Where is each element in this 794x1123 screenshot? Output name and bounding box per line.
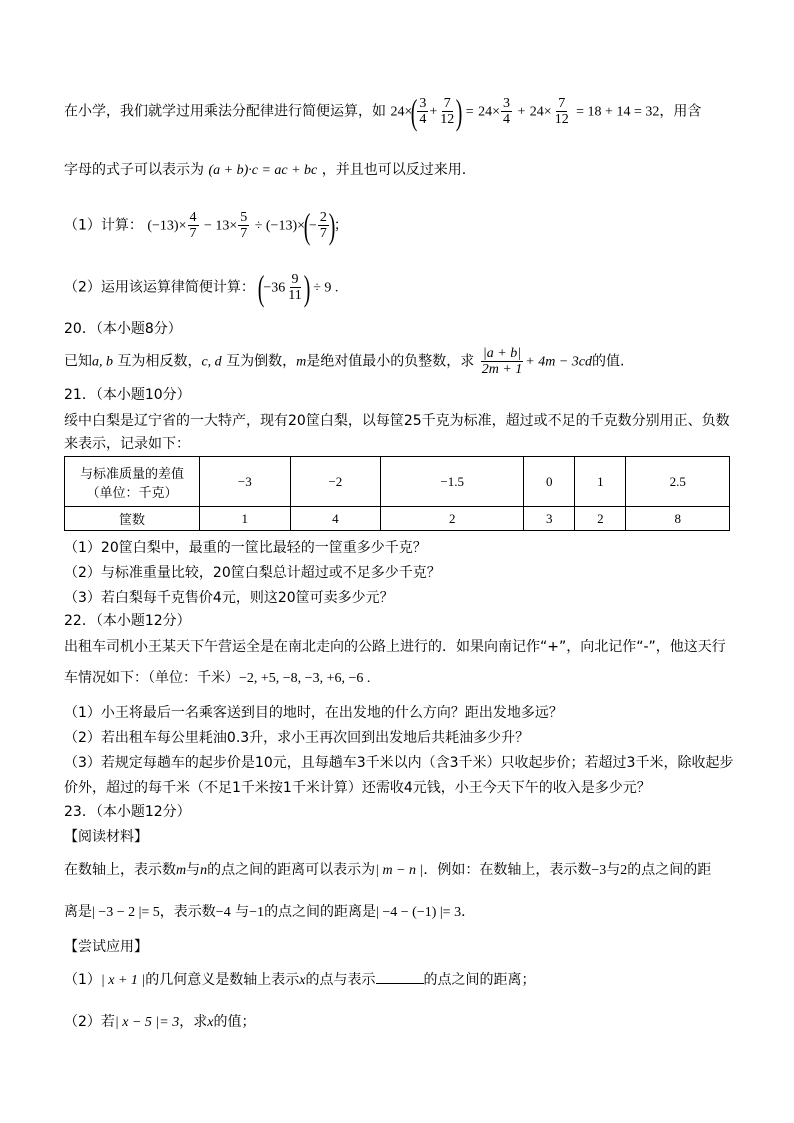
table-row xyxy=(65,507,730,531)
distributive-formula: (a + b)·c = ac + bc xyxy=(208,163,318,178)
math-term: −36 xyxy=(263,280,286,296)
text: ，表示数 xyxy=(159,904,216,920)
var-ab: a, b xyxy=(92,354,113,370)
left-paren: ( xyxy=(258,267,265,308)
q22-sub3b: 价外，超过的每千米（不足1千米按1千米计算）还需收4元钱，小王今天下午的收入是多少元？ xyxy=(64,780,651,796)
intro-line-2 xyxy=(64,160,466,181)
fraction-9-11: $\frac{9}{11}$ xyxy=(288,272,302,303)
text: 互为倒数， xyxy=(226,353,297,370)
var-m: m xyxy=(296,354,307,370)
text: （2）若 xyxy=(64,1014,115,1030)
math-term: ÷ (−13)× xyxy=(254,218,306,234)
text: 与 xyxy=(186,862,201,878)
answer-blank[interactable] xyxy=(376,969,424,984)
table-header-cell: 筐数 xyxy=(65,507,200,531)
var-n: n xyxy=(200,863,208,878)
table-cell: −2 xyxy=(290,457,381,507)
eq-tail: = 18 + 14 = 32 xyxy=(576,104,660,120)
fraction-5-7: $\frac{5}{7}$ xyxy=(240,210,248,241)
q23-sub1 xyxy=(64,969,536,991)
table-cell: 3 xyxy=(524,507,575,531)
text: 车情况如下：（单位：千米） xyxy=(64,670,239,686)
q22-text2 xyxy=(64,668,370,689)
text: 的点与表示 xyxy=(305,972,376,988)
num: −3 xyxy=(591,863,607,878)
right-paren: ) xyxy=(303,267,311,308)
data-table xyxy=(64,456,730,531)
reading-material-heading: 【阅读材料】 xyxy=(64,829,148,845)
text: 的点之间的距离； xyxy=(423,972,536,988)
q22-text1: 出租车司机小王某天下午营运全是在南北走向的公路上进行的．如果向南记作“+”，向北记作“-”，他这天行 xyxy=(64,639,726,655)
table-cell: −1.5 xyxy=(381,457,524,507)
var-x: x xyxy=(207,1015,214,1030)
num: −1 xyxy=(249,905,265,920)
q22-sub1: （1）小王将最后一名乘客送到目的地时，在出发地的什么方向？距出发地多远？ xyxy=(64,705,563,721)
text: ．例如：在数轴上，表示数 xyxy=(423,862,592,878)
part-label: （2）运用该运算律简便计算： xyxy=(64,279,255,296)
table-cell: 4 xyxy=(290,507,381,531)
text: 与 xyxy=(606,862,621,878)
fraction-7-12b: $\frac{7}{12}$ xyxy=(554,96,569,127)
intro-text-2: 字母的式子可以表示为 xyxy=(64,162,204,178)
table-cell: 1 xyxy=(200,507,291,531)
fraction-7-12: $\frac{7}{12}$ xyxy=(440,96,455,127)
table-header-cell: 与标准质量的差值 （单位：千克） xyxy=(65,457,200,507)
table-row xyxy=(65,457,730,507)
fraction-abs: $\frac{|a + b|}{2m + 1}$ xyxy=(481,346,523,377)
times-sign-c: × xyxy=(543,104,552,120)
q23-sub2 xyxy=(64,1012,255,1033)
left-paren: ( xyxy=(411,91,418,132)
math-24b: 24 xyxy=(478,104,493,120)
left-paren: ( xyxy=(303,205,311,246)
intro-text: 在小学，我们就学过用乘法分配律进行简便运算，如 xyxy=(64,103,386,120)
fraction-3-4: $\frac{3}{4}$ xyxy=(419,96,427,127)
table-cell: 2.5 xyxy=(626,457,730,507)
abs-formula: | x + 1 | xyxy=(100,973,146,988)
fraction-3-4b: $\frac{3}{4}$ xyxy=(502,96,510,127)
distance-list: −2, +5, −8, −3, +6, −6 . xyxy=(239,671,371,686)
q23-reading-2 xyxy=(64,902,475,923)
text: 互为相反数， xyxy=(117,353,202,370)
right-paren: ) xyxy=(455,91,463,132)
math-24c: 24 xyxy=(529,104,544,120)
text: 的点之间的距离是 xyxy=(264,904,377,920)
table-cell: 2 xyxy=(575,507,626,531)
q21-text1: 绥中白梨是辽宁省的一大特产，现有20筐白梨，以每筐25千克为标准，超过或不足的千克数分别用正、负数 xyxy=(64,413,730,429)
abs-formula: | x − 5 |= 3 xyxy=(114,1015,180,1030)
eq-sign: = xyxy=(465,104,474,120)
fraction-2-7: $\frac{2}{7}$ xyxy=(319,210,327,241)
abs-formula: | m − n | xyxy=(375,863,424,878)
semicolon: ； xyxy=(333,217,348,234)
q21-text2: 来表示，记录如下： xyxy=(64,436,190,452)
abs-example-1: | −3 − 2 |= 5 xyxy=(92,905,160,920)
q20-title: 20．（本小题8分） xyxy=(64,321,182,337)
times-sign-b: × xyxy=(492,104,500,120)
text: 的值. xyxy=(591,353,625,370)
plus-sign-b: + xyxy=(517,104,526,120)
q21-sub1: （1）20筐白梨中，最重的一筐比最轻的一筐重多少千克？ xyxy=(64,540,427,556)
var-x: x xyxy=(299,973,306,988)
text: ． xyxy=(461,904,476,920)
table-cell: −3 xyxy=(200,457,291,507)
text: ，求 xyxy=(179,1014,208,1030)
num: −4 xyxy=(215,905,231,920)
math-24: 24 xyxy=(390,104,405,120)
minus-sign: − xyxy=(309,218,317,234)
math-term: − 13× xyxy=(203,218,238,234)
intro-text-b: ，用含 xyxy=(659,103,702,120)
q23-reading-1 xyxy=(64,860,711,881)
q23-title: 23．（本小题12分） xyxy=(64,804,191,820)
q21-sub2: （2）与标准重量比较，20筐白梨总计超过或不足多少千克？ xyxy=(64,565,441,581)
q22-sub2: （2）若出租车每公里耗油0.3升，求小王再次回到出发地后共耗油多少升？ xyxy=(64,730,530,746)
q22-sub3a: （3）若规定每趟车的起步价是10元，且每趟车3千米以内（含3千米）只收起步价；若超过3千米，除收起步 xyxy=(64,755,734,771)
plus-sign: + xyxy=(429,104,438,120)
text: 的点之间的距离可以表示为 xyxy=(207,862,376,878)
table-cell: 1 xyxy=(575,457,626,507)
q20-body xyxy=(64,346,624,377)
table-cell: 0 xyxy=(524,457,575,507)
table-cell: 2 xyxy=(381,507,524,531)
right-paren: ) xyxy=(328,205,336,246)
math-term: ÷ 9 . xyxy=(313,280,339,296)
q21-title: 21．（本小题10分） xyxy=(64,387,191,403)
q19-part2 xyxy=(64,267,339,308)
part-label: （1）计算： xyxy=(64,217,143,234)
text: 在数轴上，表示数 xyxy=(64,862,176,878)
text: 是绝对值最小的负整数，求 xyxy=(306,353,475,370)
q22-title: 22．（本小题12分） xyxy=(64,613,191,629)
var-cd: c, d xyxy=(201,354,222,370)
math-tail: + 4m − 3cd xyxy=(525,354,592,370)
text: （1） xyxy=(64,972,101,988)
text: 的几何意义是数轴上表示 xyxy=(145,972,300,988)
try-application-heading: 【尝试应用】 xyxy=(64,939,148,955)
text: 的点之间的距 xyxy=(627,862,712,878)
fraction-4-7: $\frac{4}{7}$ xyxy=(189,210,197,241)
q21-sub3: （3）若白梨每千克售价4元，则这20筐可卖多少元？ xyxy=(64,590,394,606)
table-cell: 8 xyxy=(626,507,730,531)
intro-text-2b: ，并且也可以反过来用. xyxy=(321,162,467,178)
intro-line-1 xyxy=(64,91,702,132)
abs-example-2: | −4 − (−1) |= 3 xyxy=(376,905,462,920)
text: 与 xyxy=(230,904,250,920)
text: 离是 xyxy=(64,904,92,920)
text: 已知 xyxy=(64,353,92,370)
q19-part1 xyxy=(64,205,348,246)
num: 2 xyxy=(620,863,628,878)
text: 的值； xyxy=(213,1014,256,1030)
times-sign: × xyxy=(404,104,413,120)
math-term: (−13)× xyxy=(147,218,187,234)
var-m: m xyxy=(176,863,187,878)
